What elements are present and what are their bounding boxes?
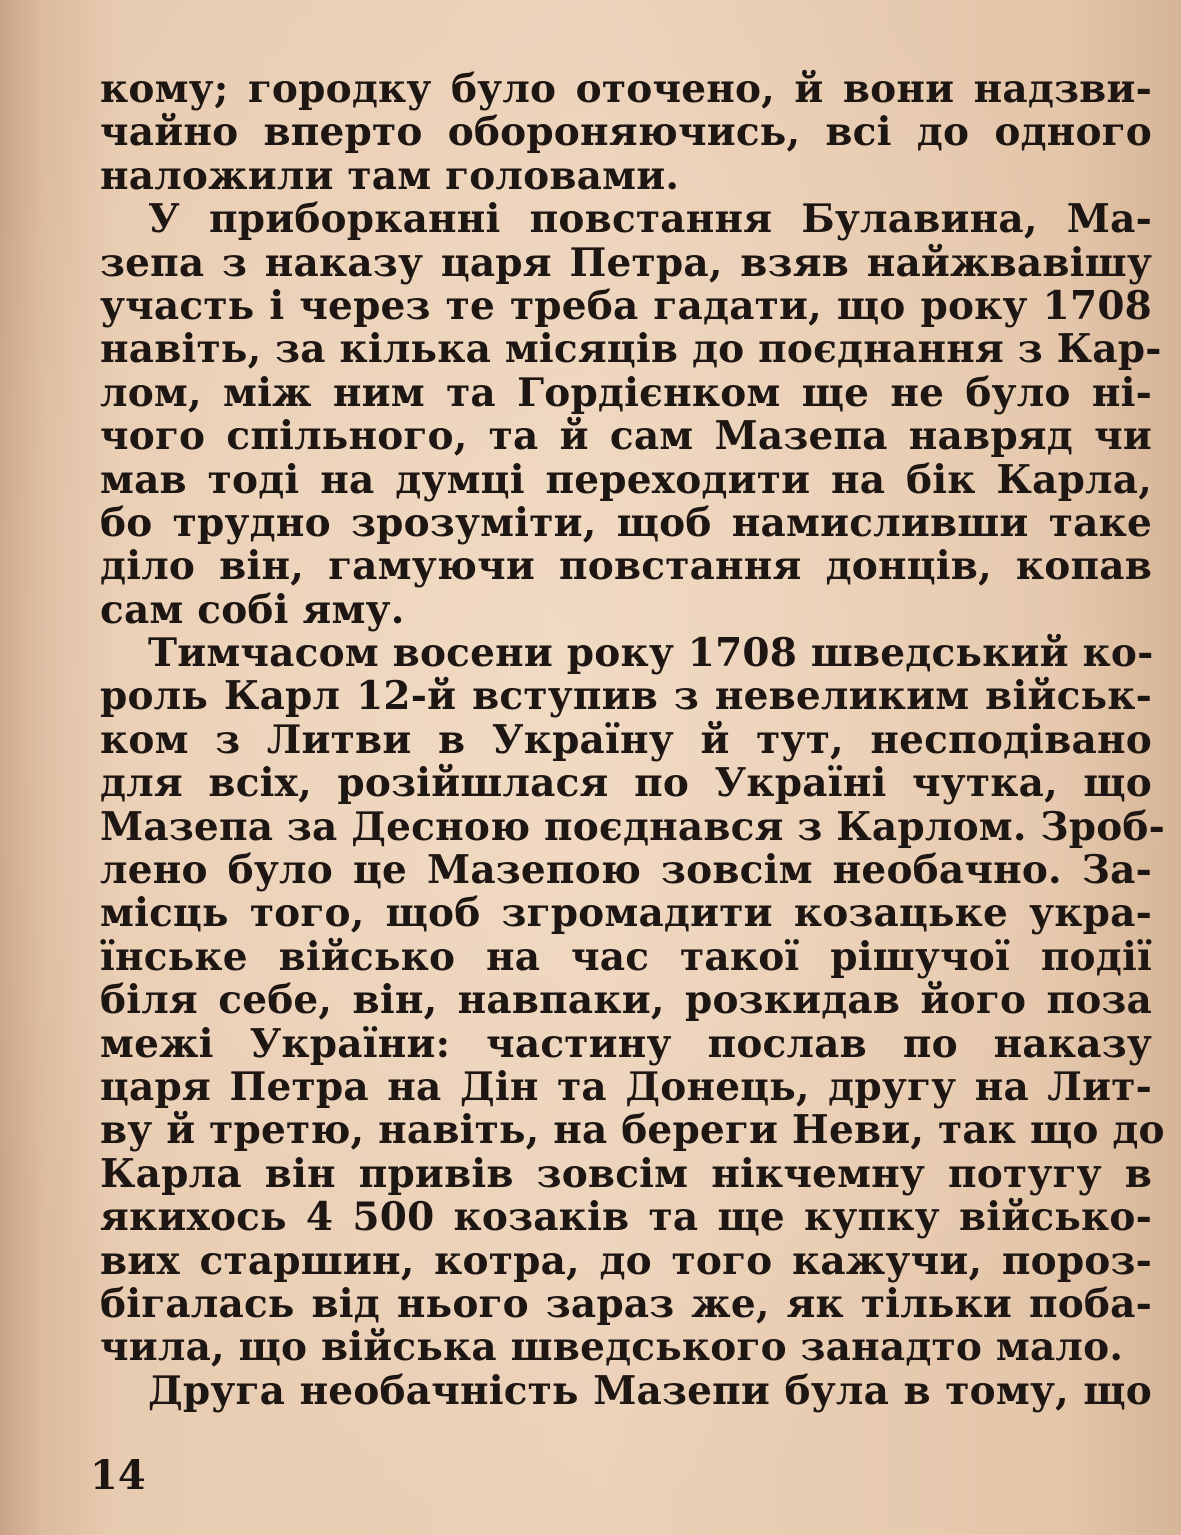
text-line: Мазепа за Десною поєднався з Карлом. Зроб- bbox=[100, 803, 1166, 850]
page-number: 14 bbox=[90, 1452, 146, 1499]
text-line: участь і через те треба гадати, що року 1708 bbox=[100, 282, 1152, 329]
text-line: бо трудно зрозуміти, щоб намисливши таке bbox=[100, 499, 1152, 546]
text-line: вих старшин, котра, до того кажучи, пороз- bbox=[100, 1237, 1152, 1284]
text-line: чайно вперто обороняючись, всі до одного bbox=[100, 109, 1152, 156]
text-line: наложили там головами. bbox=[100, 152, 680, 199]
text-line: зепа з наказу царя Петра, взяв найжвавішу bbox=[100, 239, 1152, 286]
text-line: лено було це Мазепою зовсім необачно. За- bbox=[100, 847, 1152, 894]
text-line: ком з Литви в Україну й тут, несподівано bbox=[100, 716, 1152, 763]
paragraph-start-line: У приборканні повстання Булавина, Ма- bbox=[148, 196, 1152, 243]
text-line: межі України: частину послав по наказу bbox=[100, 1020, 1152, 1067]
text-line: біля себе, він, навпаки, розкидав його поза bbox=[100, 977, 1152, 1024]
text-line: царя Петра на Дін та Донець, другу на Лит- bbox=[100, 1063, 1152, 1110]
text-line: бігалась від нього зараз же, як тільки поба- bbox=[100, 1280, 1152, 1327]
text-line: навіть, за кілька місяців до поєднання з Кар- bbox=[100, 326, 1162, 373]
text-line: роль Карл 12-й вступив з невеликим військ- bbox=[100, 673, 1152, 720]
paragraph-start-line: Тимчасом восени року 1708 шведський ко- bbox=[148, 630, 1154, 677]
text-line: місць того, щоб згромадити козацьке укра- bbox=[100, 890, 1152, 937]
text-line: діло він, гамуючи повстання донців, копав bbox=[100, 543, 1152, 590]
paragraph-start-line: Друга необачність Мазепи була в тому, що bbox=[148, 1367, 1152, 1414]
text-line: якихось 4 500 козаків та ще купку військо- bbox=[100, 1194, 1152, 1241]
text-line: мав тоді на думці переходити на бік Карла, bbox=[100, 456, 1152, 503]
text-line: чого спільного, та й сам Мазепа навряд чи bbox=[100, 413, 1152, 460]
text-line: їнське військо на час такої рішучої події bbox=[100, 933, 1152, 980]
text-line: Карла він привів зовсім нікчемну потугу в bbox=[100, 1150, 1152, 1197]
text-line: чила, що війська шведського занадто мало. bbox=[100, 1324, 1124, 1371]
text-line: лом, між ним та Гордієнком ще не було ні- bbox=[100, 369, 1152, 416]
text-line: кому; городку було оточено, й вони надзви- bbox=[100, 66, 1152, 112]
body-text bbox=[100, 66, 1166, 1414]
text-line: сам собі яму. bbox=[100, 586, 405, 633]
text-line: для всіх, розійшлася по Україні чутка, що bbox=[100, 760, 1152, 807]
text-line: ву й третю, навіть, на береги Неви, так що до bbox=[100, 1107, 1165, 1154]
